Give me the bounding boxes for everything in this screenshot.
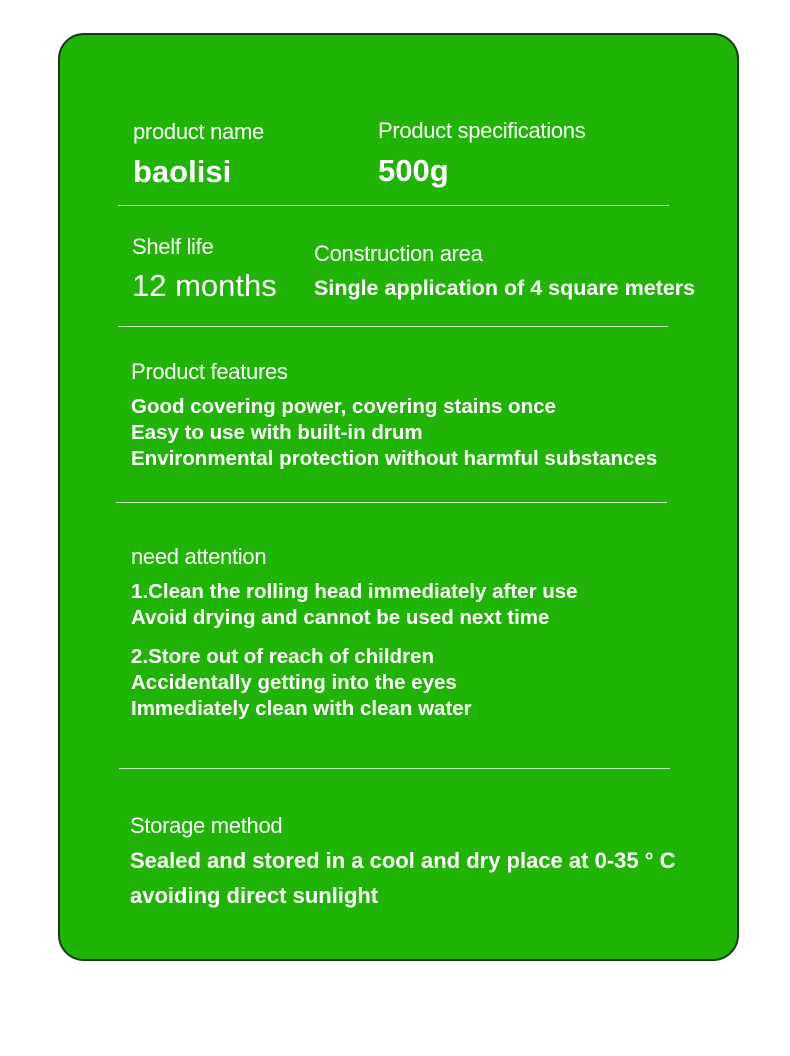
- product-feature-line: Easy to use with built-in drum: [131, 421, 423, 444]
- storage-line: Sealed and stored in a cool and dry place at 0-35 ° C: [130, 848, 676, 873]
- need-attention-label: need attention: [131, 544, 267, 569]
- product-specifications-label: Product specifications: [378, 118, 586, 143]
- storage-method-label: Storage method: [130, 813, 283, 838]
- shelf-life-value: 12 months: [132, 268, 277, 303]
- attention-item-2: [131, 644, 472, 722]
- storage-line: avoiding direct sunlight: [130, 883, 379, 908]
- attention-item-1: [131, 579, 578, 631]
- divider-1: [118, 205, 669, 206]
- product-specifications-value: 500g: [378, 153, 449, 188]
- product-name-value: baolisi: [133, 154, 232, 189]
- attention-line: Avoid drying and cannot be used next time: [131, 606, 550, 629]
- product-features-list: [131, 394, 657, 472]
- product-name-label: product name: [133, 119, 264, 144]
- product-features-label: Product features: [131, 359, 288, 384]
- divider-4: [119, 768, 670, 769]
- product-feature-line: Environmental protection without harmful substances: [131, 447, 658, 470]
- divider-3: [116, 502, 667, 503]
- attention-line: Immediately clean with clean water: [131, 697, 472, 720]
- divider-2: [118, 326, 668, 327]
- construction-area-value: Single application of 4 square meters: [314, 276, 696, 300]
- storage-method-text: [130, 843, 676, 913]
- attention-line: Accidentally getting into the eyes: [131, 671, 457, 694]
- product-feature-line: Good covering power, covering stains once: [131, 395, 556, 418]
- attention-line: 2.Store out of reach of children: [131, 645, 434, 668]
- attention-line: 1.Clean the rolling head immediately after use: [131, 580, 578, 603]
- construction-area-label: Construction area: [314, 241, 483, 266]
- shelf-life-label: Shelf life: [132, 234, 214, 259]
